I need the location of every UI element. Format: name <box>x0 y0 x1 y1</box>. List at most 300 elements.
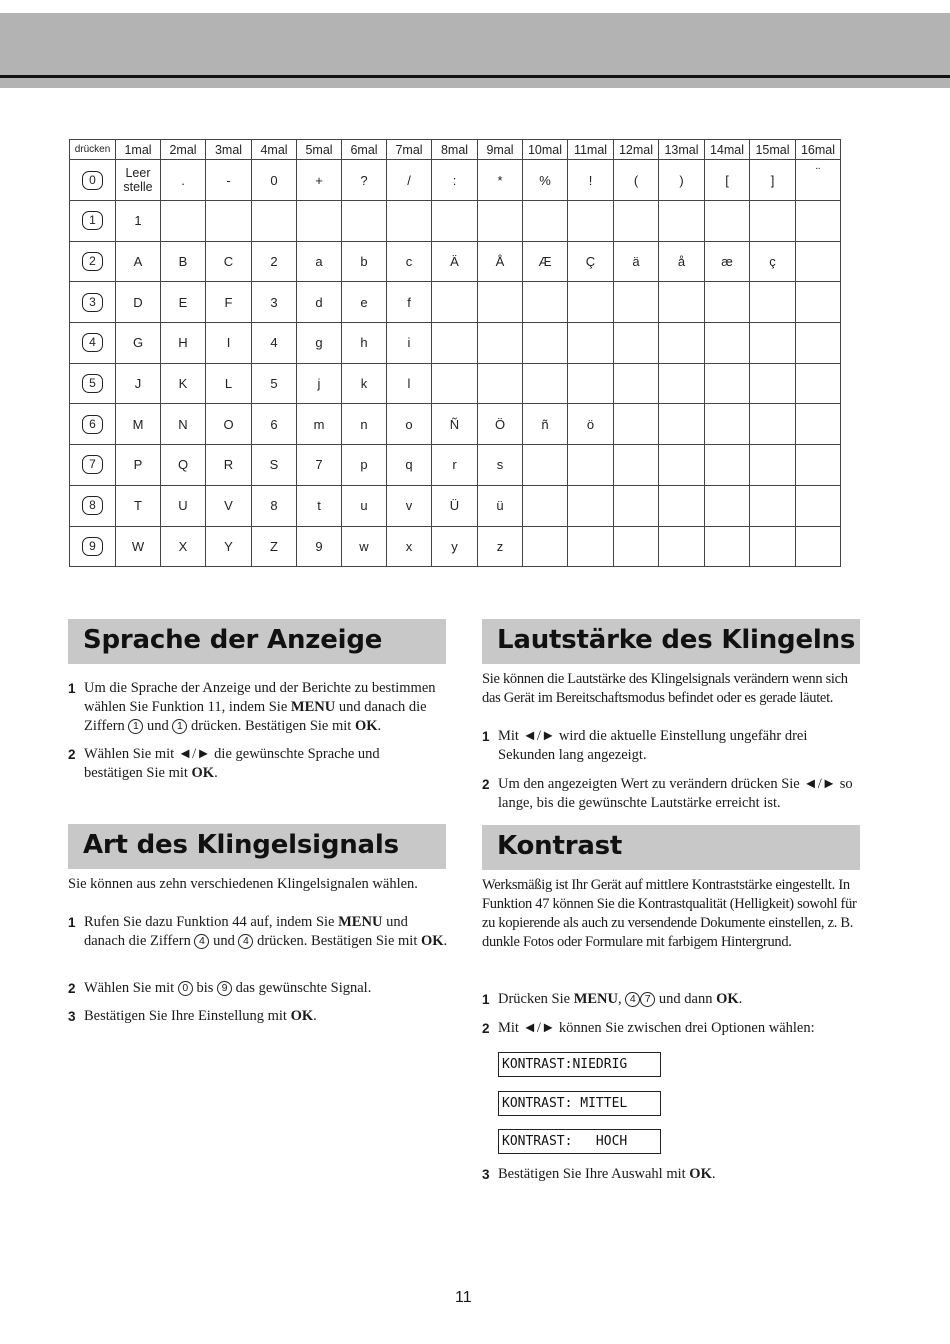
cell-character: . <box>181 172 185 188</box>
cell-character: t <box>317 498 321 514</box>
table-row <box>70 323 841 364</box>
table-cell <box>796 445 841 486</box>
keypad-key-icon: 8 <box>82 496 103 515</box>
column-header: 2mal <box>161 140 206 160</box>
klingelart-intro: Sie können aus zehn verschiedenen Klingelsignalen wählen. <box>68 876 418 892</box>
keypad-key-icon: 4 <box>82 333 103 352</box>
menu-key-label: MENU <box>338 914 383 930</box>
cell-character: % <box>539 172 551 188</box>
keypad-key-icon: 6 <box>82 415 103 434</box>
table-cell <box>614 282 659 323</box>
table-cell <box>432 201 478 242</box>
step-text: . <box>377 718 382 734</box>
table-cell <box>206 323 252 364</box>
table-cell <box>705 241 750 282</box>
table-cell <box>478 526 523 567</box>
table-cell <box>297 485 342 526</box>
table-cell <box>387 363 432 404</box>
table-cell <box>750 363 796 404</box>
cell-character: x <box>405 538 413 554</box>
table-cell <box>387 404 432 445</box>
table-cell <box>568 241 614 282</box>
row-key-cell <box>70 445 116 486</box>
table-cell <box>252 282 297 323</box>
section-header-klingelart <box>68 824 446 869</box>
cell-character: - <box>226 172 231 188</box>
table-cell <box>297 201 342 242</box>
step-text: und <box>143 718 173 734</box>
cell-character: ! <box>588 172 593 188</box>
table-cell <box>387 323 432 364</box>
table-cell <box>252 445 297 486</box>
cell-character: Leer stelle <box>123 166 153 194</box>
cell-character: n <box>360 416 368 432</box>
table-cell <box>568 485 614 526</box>
table-cell <box>432 404 478 445</box>
cell-character: G <box>132 335 144 351</box>
column-header: 13mal <box>659 140 705 160</box>
column-header: 16mal <box>796 140 841 160</box>
table-cell <box>705 526 750 567</box>
cell-character: ¨ <box>815 164 821 180</box>
digit-key-icon: 9 <box>217 981 232 996</box>
kontrast-step-1 <box>482 990 862 1009</box>
table-cell <box>659 241 705 282</box>
step-text: das gewünschte Signal. <box>232 980 372 996</box>
table-cell <box>614 526 659 567</box>
table-cell <box>116 526 161 567</box>
table-cell <box>206 363 252 404</box>
step-number: 1 <box>68 681 76 696</box>
column-header: 1mal <box>116 140 161 160</box>
column-header: 4mal <box>252 140 297 160</box>
table-cell <box>432 282 478 323</box>
cell-character: p <box>360 457 368 473</box>
table-cell <box>705 363 750 404</box>
step-number: 1 <box>482 992 490 1007</box>
table-cell <box>161 282 206 323</box>
table-cell <box>523 160 568 201</box>
table-cell <box>116 485 161 526</box>
table-cell <box>297 282 342 323</box>
step-text: Rufen Sie dazu Funktion 44 auf, indem Sie <box>84 914 339 930</box>
table-cell <box>568 282 614 323</box>
column-header: 7mal <box>387 140 432 160</box>
step-text: . <box>214 765 218 781</box>
table-row <box>70 241 841 282</box>
step-text: drücken. Bestätigen Sie mit <box>187 718 355 734</box>
table-cell <box>432 363 478 404</box>
table-cell <box>705 282 750 323</box>
cell-character: W <box>131 538 145 554</box>
row-key-cell <box>70 282 116 323</box>
step-text: . <box>738 991 743 1007</box>
section-title: Lautstärke des Klingelns <box>497 625 856 655</box>
lautstaerke-step-1 <box>482 727 842 765</box>
table-cell <box>478 363 523 404</box>
cell-character: : <box>452 172 457 188</box>
lcd-display-niedrig: KONTRAST:NIEDRIG <box>498 1052 661 1077</box>
section-header-sprache <box>68 619 446 664</box>
table-row <box>70 526 841 567</box>
table-cell <box>206 160 252 201</box>
klingelart-step-3 <box>68 1007 448 1026</box>
table-cell <box>252 323 297 364</box>
digit-key-icon: 4 <box>625 992 640 1007</box>
table-cell <box>387 241 432 282</box>
table-cell <box>342 485 387 526</box>
cell-character: C <box>223 254 234 270</box>
table-cell <box>342 241 387 282</box>
lcd-display-hoch: KONTRAST: HOCH <box>498 1129 661 1154</box>
section-title: Art des Klingelsignals <box>83 830 399 860</box>
cell-character: Å <box>495 254 505 270</box>
table-cell <box>523 363 568 404</box>
step-text: . <box>711 1166 716 1182</box>
table-cell <box>161 404 206 445</box>
cell-character: E <box>178 294 188 310</box>
table-cell <box>116 201 161 242</box>
cell-character: 9 <box>315 538 323 554</box>
table-cell <box>161 241 206 282</box>
table-cell <box>161 445 206 486</box>
table-cell <box>478 445 523 486</box>
table-cell <box>116 282 161 323</box>
table-cell <box>750 241 796 282</box>
table-cell <box>523 526 568 567</box>
ok-key-label: OK <box>689 1166 712 1182</box>
table-cell <box>750 201 796 242</box>
table-row <box>70 404 841 445</box>
table-cell <box>252 404 297 445</box>
cell-character: 4 <box>270 335 278 351</box>
cell-character: I <box>226 335 231 351</box>
cell-character: æ <box>721 254 733 270</box>
column-header: 14mal <box>705 140 750 160</box>
table-cell <box>659 160 705 201</box>
table-cell <box>796 323 841 364</box>
row-key-cell <box>70 160 116 201</box>
cell-character: g <box>315 335 323 351</box>
table-cell <box>659 201 705 242</box>
table-cell <box>478 160 523 201</box>
cell-character: H <box>178 335 188 351</box>
step-text: Bestätigen Sie Ihre Auswahl mit <box>498 1166 690 1182</box>
cell-character: M <box>132 416 144 432</box>
table-cell <box>387 485 432 526</box>
table-cell <box>161 323 206 364</box>
cell-character: S <box>269 457 279 473</box>
table-cell <box>387 201 432 242</box>
table-cell <box>342 201 387 242</box>
cell-character: i <box>407 335 411 351</box>
table-cell <box>523 323 568 364</box>
keypad-key-icon: 2 <box>82 252 103 271</box>
table-cell <box>297 241 342 282</box>
table-cell <box>161 526 206 567</box>
table-cell <box>750 282 796 323</box>
table-cell <box>614 241 659 282</box>
table-cell <box>297 526 342 567</box>
step-number: 2 <box>68 747 76 762</box>
cell-character: v <box>405 498 413 514</box>
menu-key-label: MENU <box>290 699 336 715</box>
cell-character: ñ <box>541 416 549 432</box>
step-text: . <box>313 1008 317 1024</box>
table-cell <box>568 526 614 567</box>
table-cell <box>750 485 796 526</box>
table-cell <box>116 323 161 364</box>
cell-character: Ä <box>450 254 459 270</box>
step-number: 2 <box>482 777 490 792</box>
cell-character: U <box>178 498 188 514</box>
ok-key-label: OK <box>420 933 444 949</box>
ok-key-label: OK <box>191 765 215 781</box>
table-cell <box>206 241 252 282</box>
kontrast-step-3 <box>482 1165 862 1184</box>
cell-character: ä <box>632 254 640 270</box>
cell-character: B <box>178 254 188 270</box>
table-row <box>70 445 841 486</box>
step-text: drücken. Bestätigen Sie mit <box>253 933 421 949</box>
table-cell <box>796 526 841 567</box>
table-row <box>70 282 841 323</box>
column-header: 8mal <box>432 140 478 160</box>
table-cell <box>659 282 705 323</box>
cell-character: z <box>496 538 504 554</box>
cell-character: Æ <box>538 254 552 270</box>
step-text: und danach die Ziffern <box>84 699 427 734</box>
table-cell <box>432 485 478 526</box>
klingelart-step-2 <box>68 979 448 998</box>
step-text: Bestätigen Sie Ihre Einstellung mit <box>84 1008 291 1024</box>
table-cell <box>252 201 297 242</box>
table-cell <box>206 485 252 526</box>
table-cell <box>297 323 342 364</box>
cell-character: X <box>178 538 188 554</box>
table-cell <box>568 445 614 486</box>
table-cell <box>342 282 387 323</box>
table-cell <box>796 282 841 323</box>
step-number: 2 <box>482 1021 490 1036</box>
table-cell <box>750 404 796 445</box>
table-cell <box>297 160 342 201</box>
table-row <box>70 201 841 242</box>
cell-character: A <box>133 254 143 270</box>
cell-character: u <box>360 498 368 514</box>
table-cell <box>116 404 161 445</box>
table-cell <box>796 241 841 282</box>
table-cell <box>614 160 659 201</box>
table-cell <box>116 363 161 404</box>
cell-character: j <box>317 376 321 392</box>
cell-character: y <box>451 538 458 554</box>
table-cell <box>252 363 297 404</box>
cell-character: Z <box>270 538 278 554</box>
kontrast-step-2 <box>482 1019 862 1038</box>
row-key-cell <box>70 363 116 404</box>
step-number: 1 <box>482 729 490 744</box>
table-cell <box>387 445 432 486</box>
character-key-table <box>69 139 841 567</box>
lcd-display-mittel: KONTRAST: MITTEL <box>498 1091 661 1116</box>
table-cell <box>523 485 568 526</box>
ok-key-label: OK <box>716 991 739 1007</box>
cell-character: d <box>315 294 323 310</box>
table-cell <box>614 445 659 486</box>
cell-character: m <box>313 416 325 432</box>
step-text: . <box>443 933 448 949</box>
table-cell <box>342 404 387 445</box>
step-text: Mit ◄/► können Sie zwischen drei Optionen wählen: <box>498 1020 815 1036</box>
table-cell <box>161 201 206 242</box>
cell-character: r <box>452 457 457 473</box>
cell-character: 3 <box>270 294 278 310</box>
cell-character: J <box>134 376 142 392</box>
section-header-lautstaerke <box>482 619 860 664</box>
table-cell <box>568 363 614 404</box>
keypad-key-icon: 3 <box>82 293 103 312</box>
column-header: 5mal <box>297 140 342 160</box>
cell-character: Ö <box>494 416 506 432</box>
table-cell <box>614 485 659 526</box>
kontrast-intro: Werksmäßig ist Ihr Gerät auf mittlere Kontraststärke eingestellt. In Funktion 47 können Sie die Kontrastqualität (Helligkeit) sowohl für zu kopierende als auch zu versendende Dokumente einstellen, z. B. dunkle Fotos oder Formulare mit farbigem Hintergrund. <box>482 877 857 950</box>
table-cell <box>523 282 568 323</box>
table-cell <box>432 445 478 486</box>
table-cell <box>796 160 841 201</box>
table-cell <box>297 404 342 445</box>
cell-character: o <box>405 416 413 432</box>
cell-character: 0 <box>270 172 278 188</box>
cell-character: P <box>133 457 143 473</box>
table-row <box>70 160 841 201</box>
cell-character: [ <box>725 172 729 188</box>
step-number: 3 <box>482 1167 490 1182</box>
table-cell <box>523 201 568 242</box>
cell-character: + <box>315 172 323 188</box>
digit-key-icon: 1 <box>128 719 143 734</box>
column-header: 12mal <box>614 140 659 160</box>
table-cell <box>478 404 523 445</box>
table-cell <box>297 445 342 486</box>
cell-character: k <box>360 376 368 392</box>
table-cell <box>705 485 750 526</box>
step-text: Wählen Sie mit ◄/► die gewünschte Sprache und bestätigen Sie mit <box>84 746 380 781</box>
step-text: Wählen Sie mit <box>84 980 178 996</box>
table-cell <box>614 201 659 242</box>
cell-character: s <box>496 457 504 473</box>
table-cell <box>342 363 387 404</box>
cell-character: c <box>405 254 413 270</box>
table-row <box>70 485 841 526</box>
cell-character: l <box>407 376 411 392</box>
cell-character: Ü <box>449 498 460 514</box>
keypad-key-icon: 1 <box>82 211 103 230</box>
step-text: und dann <box>655 991 717 1007</box>
row-key-cell <box>70 323 116 364</box>
page-number: 11 <box>455 1289 472 1306</box>
table-cell <box>568 323 614 364</box>
digit-key-icon: 4 <box>238 934 253 949</box>
table-cell <box>659 404 705 445</box>
step-text: und <box>209 933 239 949</box>
table-cell <box>206 282 252 323</box>
row-key-cell <box>70 404 116 445</box>
menu-key-label: MENU <box>573 991 619 1007</box>
table-cell <box>614 363 659 404</box>
column-header: 9mal <box>478 140 523 160</box>
section-header-kontrast <box>482 825 860 870</box>
table-corner-label: drücken <box>70 140 116 160</box>
table-cell <box>659 323 705 364</box>
step-text: Drücken Sie <box>498 991 574 1007</box>
cell-character: ] <box>770 172 775 188</box>
table-cell <box>432 526 478 567</box>
table-cell <box>342 160 387 201</box>
row-key-cell <box>70 241 116 282</box>
table-cell <box>568 201 614 242</box>
header-band-lower <box>0 78 950 88</box>
table-cell <box>659 526 705 567</box>
table-cell <box>614 323 659 364</box>
column-header: 10mal <box>523 140 568 160</box>
step-number: 3 <box>68 1009 76 1024</box>
keypad-key-icon: 9 <box>82 537 103 556</box>
cell-character: a <box>315 254 323 270</box>
section-title: Kontrast <box>497 831 623 861</box>
table-cell <box>387 160 432 201</box>
table-cell <box>116 241 161 282</box>
table-cell <box>750 323 796 364</box>
table-cell <box>796 201 841 242</box>
table-cell <box>523 404 568 445</box>
table-cell <box>750 445 796 486</box>
column-header: 15mal <box>750 140 796 160</box>
table-cell <box>387 526 432 567</box>
table-cell <box>116 445 161 486</box>
table-cell <box>659 363 705 404</box>
cell-character: 2 <box>270 254 278 270</box>
digit-key-icon: 4 <box>194 934 209 949</box>
cell-character: T <box>134 498 142 514</box>
sprache-step-1 <box>68 679 448 736</box>
sprache-step-2 <box>68 745 428 783</box>
cell-character: 5 <box>270 376 278 392</box>
table-cell <box>614 404 659 445</box>
cell-character: h <box>360 335 368 351</box>
step-text: bis <box>192 980 217 996</box>
cell-character: ö <box>586 416 595 432</box>
cell-character: ü <box>496 498 504 514</box>
cell-character: ç <box>769 254 776 270</box>
table-cell <box>252 160 297 201</box>
ok-key-label: OK <box>290 1008 314 1024</box>
cell-character: D <box>133 294 143 310</box>
cell-character: / <box>407 172 411 188</box>
table-cell <box>116 160 161 201</box>
table-cell <box>659 485 705 526</box>
cell-character: L <box>224 376 233 392</box>
cell-character: 7 <box>315 457 323 473</box>
table-cell <box>342 526 387 567</box>
table-cell <box>252 485 297 526</box>
table-cell <box>478 323 523 364</box>
table-cell <box>568 160 614 201</box>
row-key-cell <box>70 526 116 567</box>
digit-key-icon: 0 <box>178 981 193 996</box>
table-cell <box>796 363 841 404</box>
cell-character: Ç <box>585 254 596 270</box>
